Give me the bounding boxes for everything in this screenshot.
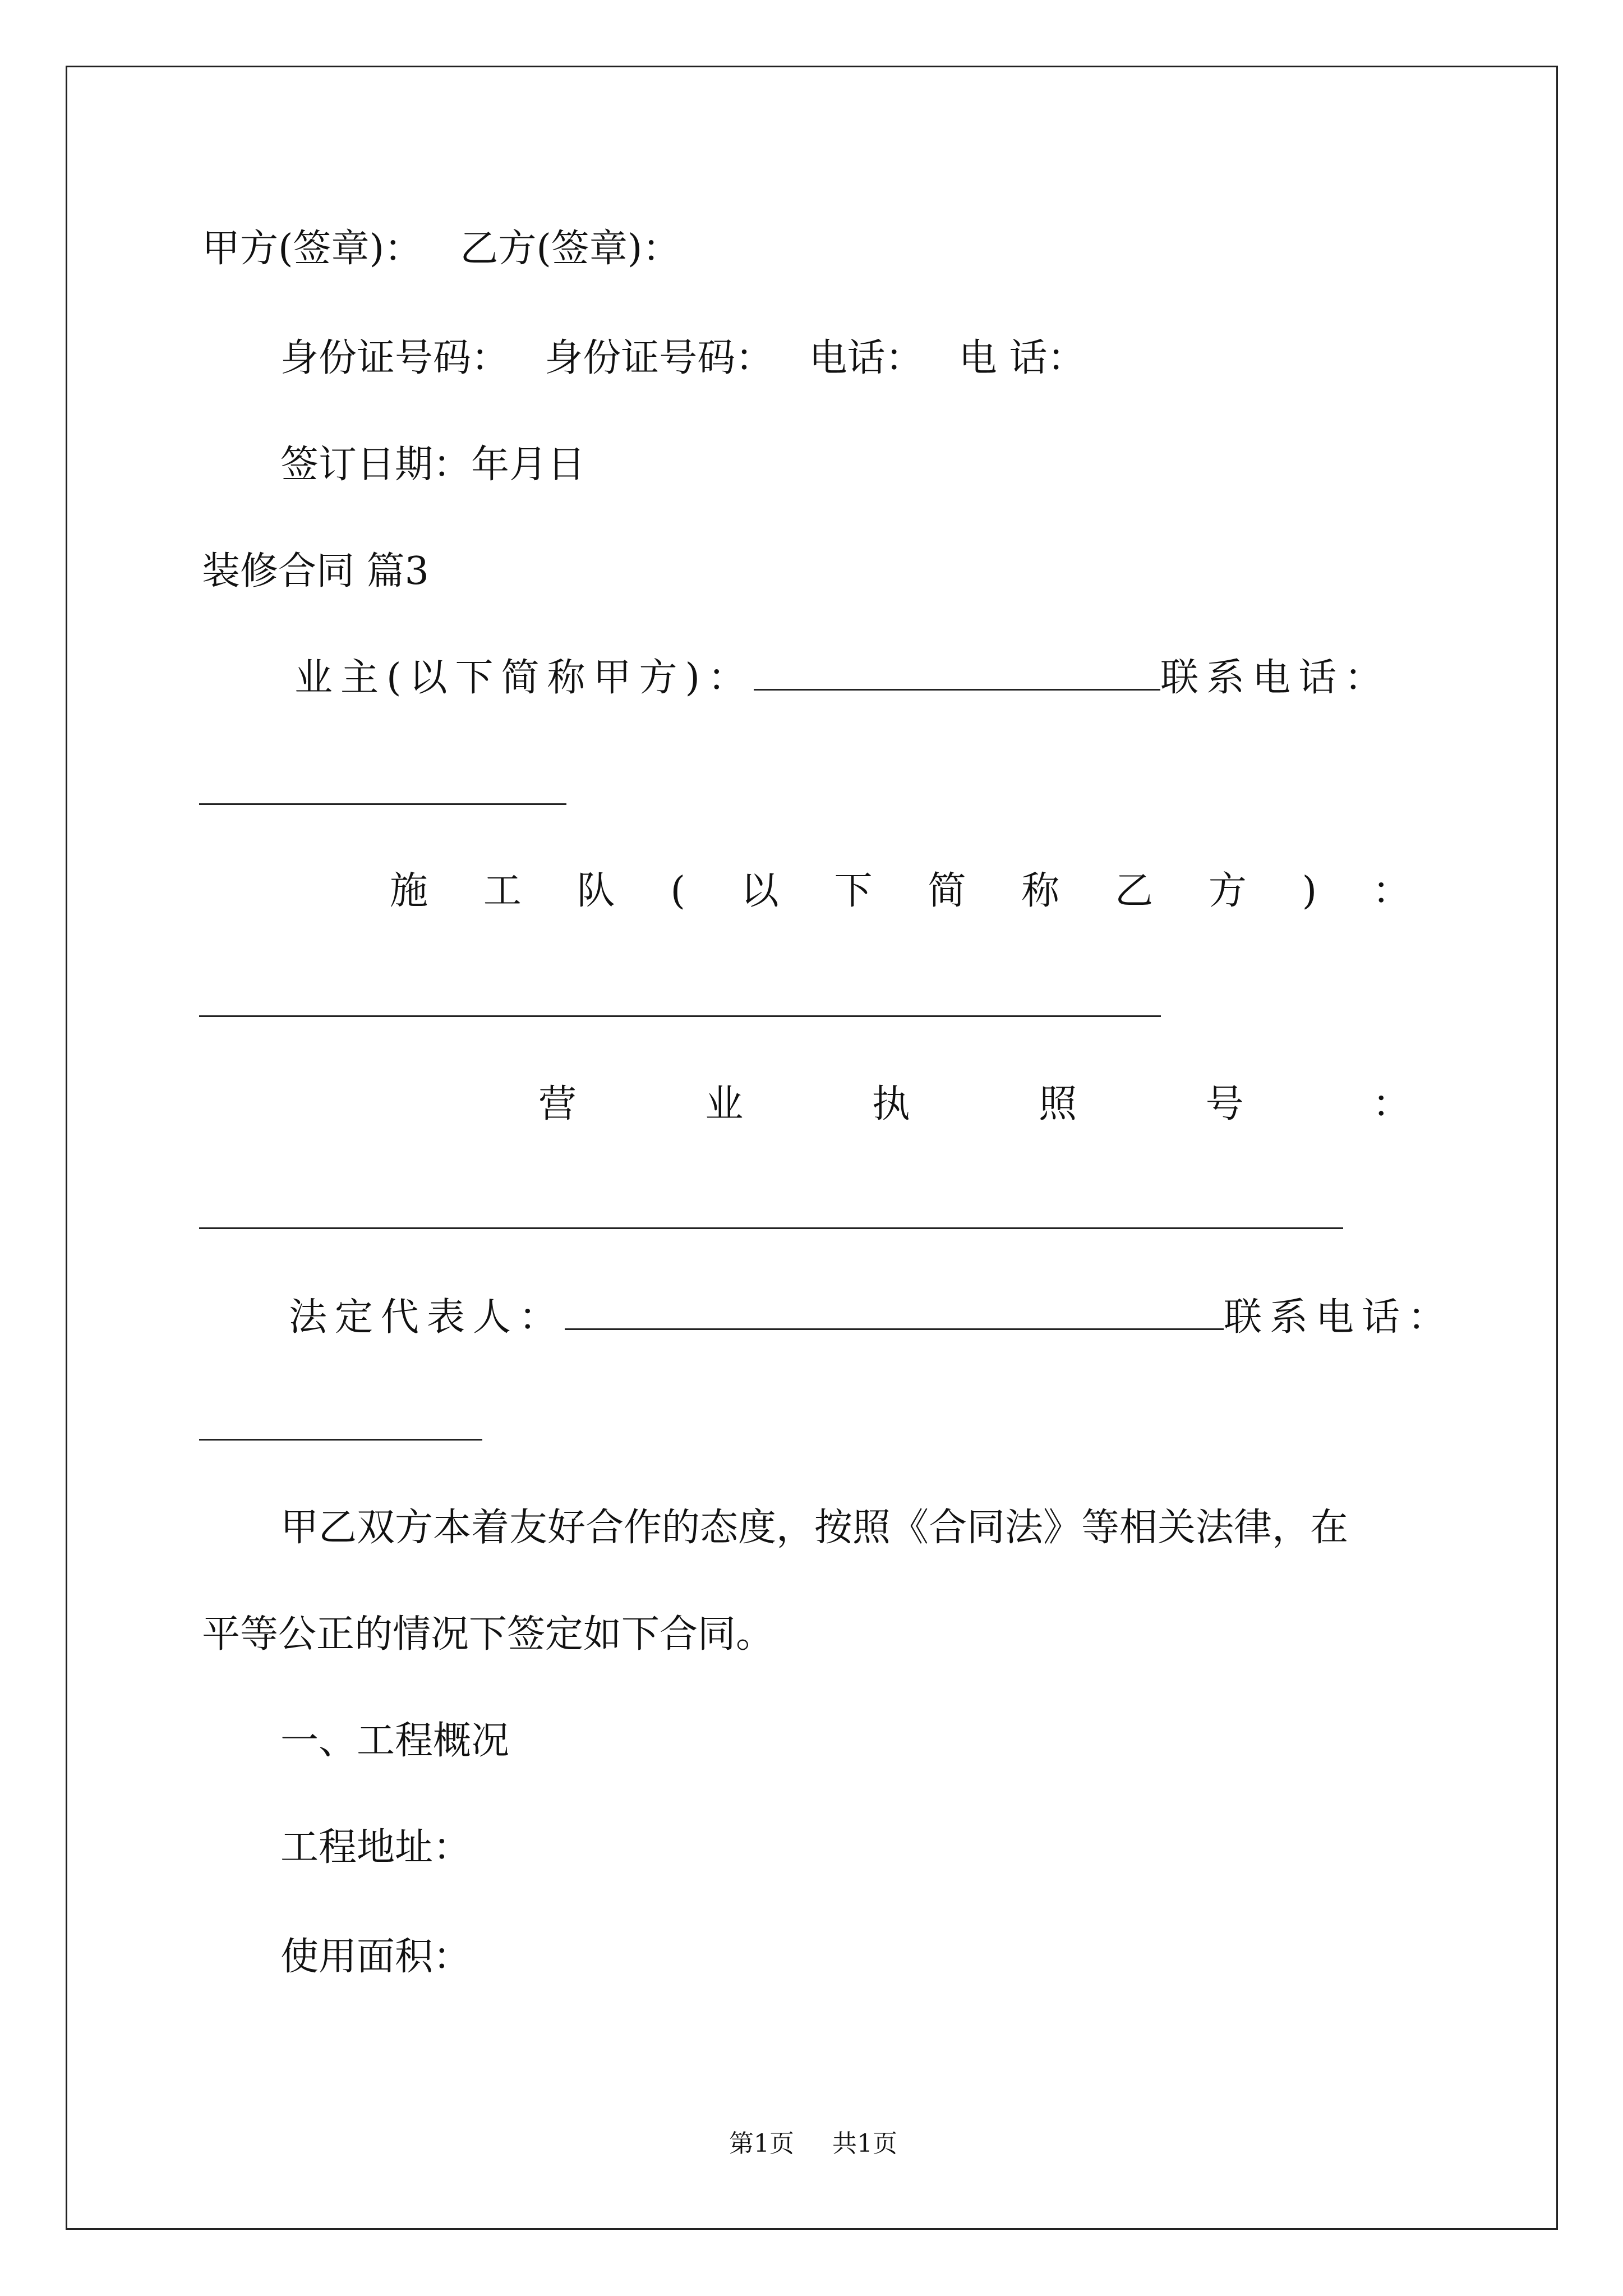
license-label-char: ： (1372, 1082, 1410, 1126)
owner-phone-label: 联系电话： (1160, 656, 1391, 700)
intro-line-1: 甲乙双方本着友好合作的态度，按照《合同法》等相关法律，在 (280, 1506, 1349, 1550)
phone-a-label: 电话： (809, 336, 924, 380)
rep-row (289, 1295, 1454, 1340)
team-label-char: 施 (390, 869, 428, 913)
owner-label: 业主(以下简称甲方)： (294, 656, 754, 700)
team-label-char: 方 (1208, 869, 1247, 913)
phone-b-label: 电 话： (958, 336, 1086, 380)
rep-blank (565, 1325, 1224, 1330)
page-number: 第1页 (729, 2129, 794, 2158)
id-a-label: 身份证号码： (280, 336, 510, 380)
team-label-char: 下 (834, 869, 873, 913)
section-1-title: 一、工程概况 (280, 1719, 510, 1763)
section-heading: 装修合同 篇3 (202, 549, 429, 593)
rep-phone-label: 联系电话： (1224, 1295, 1454, 1340)
license-label-char: 照 (1039, 1082, 1077, 1126)
owner-row (294, 656, 1391, 700)
team-label-char: 队 (577, 869, 615, 913)
team-label-char: ) (1302, 869, 1317, 913)
page-footer (729, 2129, 897, 2158)
rep-phone-blank (199, 1439, 482, 1441)
sign-date: 签订日期：年月日 (280, 443, 586, 487)
usage-area-label: 使用面积： (280, 1935, 472, 1979)
license-label-char: 营 (538, 1082, 577, 1126)
team-label-char: 以 (740, 869, 779, 913)
license-blank (199, 1227, 1343, 1229)
team-label-char: 工 (483, 869, 522, 913)
party-b-label: 乙方(签章)： (460, 227, 681, 271)
owner-blank (754, 685, 1160, 691)
license-label-row (538, 1082, 1410, 1126)
owner-phone-blank (199, 803, 566, 805)
page-total: 共1页 (832, 2129, 897, 2158)
team-label-row (390, 869, 1410, 913)
intro-line-2: 平等公正的情况下签定如下合同。 (202, 1612, 774, 1657)
team-label-char: 乙 (1115, 869, 1154, 913)
team-label-char: 称 (1021, 869, 1060, 913)
team-label-char: ： (1372, 869, 1410, 913)
project-address-label: 工程地址： (280, 1825, 472, 1870)
party-a-label: 甲方(签章)： (202, 227, 423, 271)
team-blank (199, 1015, 1161, 1017)
id-b-label: 身份证号码： (545, 336, 774, 380)
page-border (66, 66, 1558, 2230)
id-phone-row (280, 336, 1086, 380)
rep-label: 法定代表人： (289, 1295, 565, 1340)
team-label-char: ( (670, 869, 685, 913)
license-label-char: 业 (705, 1082, 744, 1126)
signature-row (202, 227, 681, 271)
license-label-char: 执 (872, 1082, 910, 1126)
team-label-char: 简 (928, 869, 966, 913)
license-label-char: 号 (1205, 1082, 1244, 1126)
